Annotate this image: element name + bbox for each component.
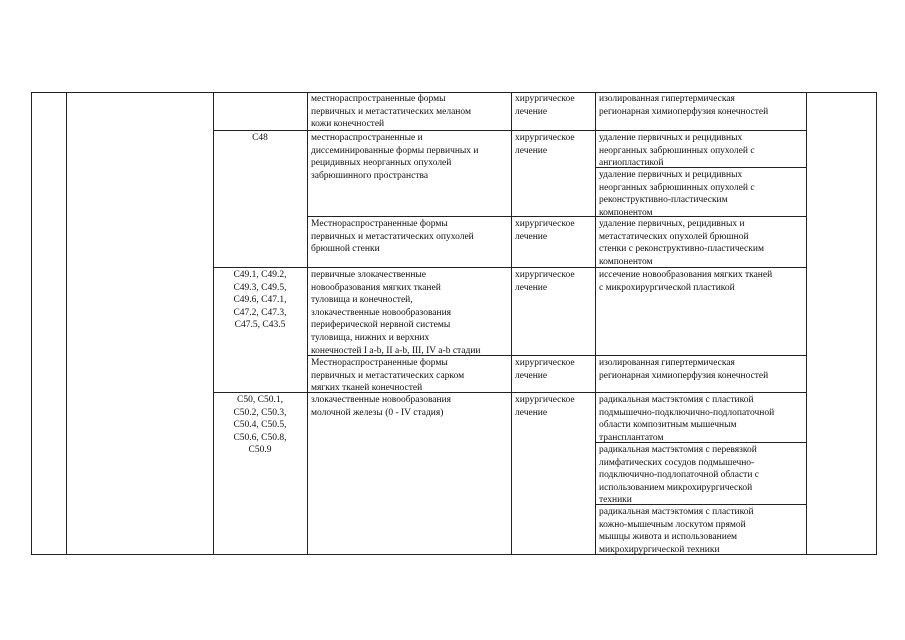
diagnosis-cell: местнораспространенные формы первичных и метастатических меланом кожи конечностей [311, 94, 471, 130]
table-border-right [876, 92, 877, 554]
treatment-type-cell: хирургическое лечение [515, 133, 575, 156]
icd-code-cell: C48 [252, 133, 268, 143]
icd-code-cell: C49.1, C49.2, C49.3, C49.5, C49.6, C47.1, C47.2, C47.3, C47.5, C43.5 [233, 270, 287, 331]
method-cell: радикальная мастэктомия с перевязкой лимфатических сосудов подмышечно- подключично-подлопаточной области с использованием микрохирургической техники [599, 445, 760, 506]
treatment-type-cell: хирургическое лечение [515, 270, 575, 293]
method-cell: удаление первичных и рецидивных неорганных забрюшинных опухолей с реконструктивно-пластическим компонентом [599, 170, 755, 218]
method-cell: иссечение новообразования мягких тканей с микрохирургической пластикой [599, 270, 773, 293]
diagnosis-cell: Местнораспространенные формы первичных и метастатических опухолей брюшной стенки [311, 219, 474, 255]
column-divider [66, 92, 67, 554]
treatment-type-cell: хирургическое лечение [515, 358, 575, 381]
diagnosis-cell: первичные злокачественные новообразования мягких тканей туловища и конечностей, злокачественные новообразования периферической нервной системы туловища, нижних и верхних конечностей I a-b, II a-b, III, IV a-b стадии [311, 270, 481, 356]
diagnosis-cell: местнораспространенные и диссеминированные формы первичных и рецидивных неорганных опухолей забрюшинного пространства [311, 133, 479, 181]
table-border-left [31, 92, 32, 554]
treatment-type-cell: хирургическое лечение [515, 219, 575, 242]
column-divider [511, 92, 512, 554]
column-divider [806, 92, 807, 554]
method-cell: изолированная гипертермическая регионарная химиоперфузия конечностей [599, 94, 769, 117]
row-divider [213, 130, 807, 131]
method-cell: изолированная гипертермическая регионарная химиоперфузия конечностей [599, 358, 769, 381]
treatment-type-cell: хирургическое лечение [515, 94, 575, 117]
method-cell: радикальная мастэктомия с пластикой подмышечно-подключично-подлопаточной области композитным мышечным трансплантатом [599, 395, 775, 443]
treatment-type-cell: хирургическое лечение [515, 395, 575, 418]
method-cell: радикальная мастэктомия с пластикой кожно-мышечным лоскутом прямой мышцы живота и использованием микрохирургической техники [599, 507, 754, 555]
column-divider [307, 92, 308, 554]
method-cell: удаление первичных, рецидивных и метастатических опухолей брюшной стенки с реконструктивно-пластическим компонентом [599, 219, 764, 267]
icd-code-cell: C50, C50.1, C50.2, C50.3, C50.4, C50.5, C50.6, C50.8, C50.9 [233, 395, 287, 456]
column-divider [595, 92, 596, 554]
row-divider [213, 392, 807, 393]
diagnosis-cell: злокачественные новообразования молочной железы (0 - IV стадия) [311, 395, 452, 418]
diagnosis-cell: Местнораспространенные формы первичных и метастатических сарком мягких тканей конечностей [311, 358, 465, 394]
method-cell: удаление первичных и рецидивных неорганных забрюшинных опухолей с ангиопластикой [599, 133, 755, 169]
